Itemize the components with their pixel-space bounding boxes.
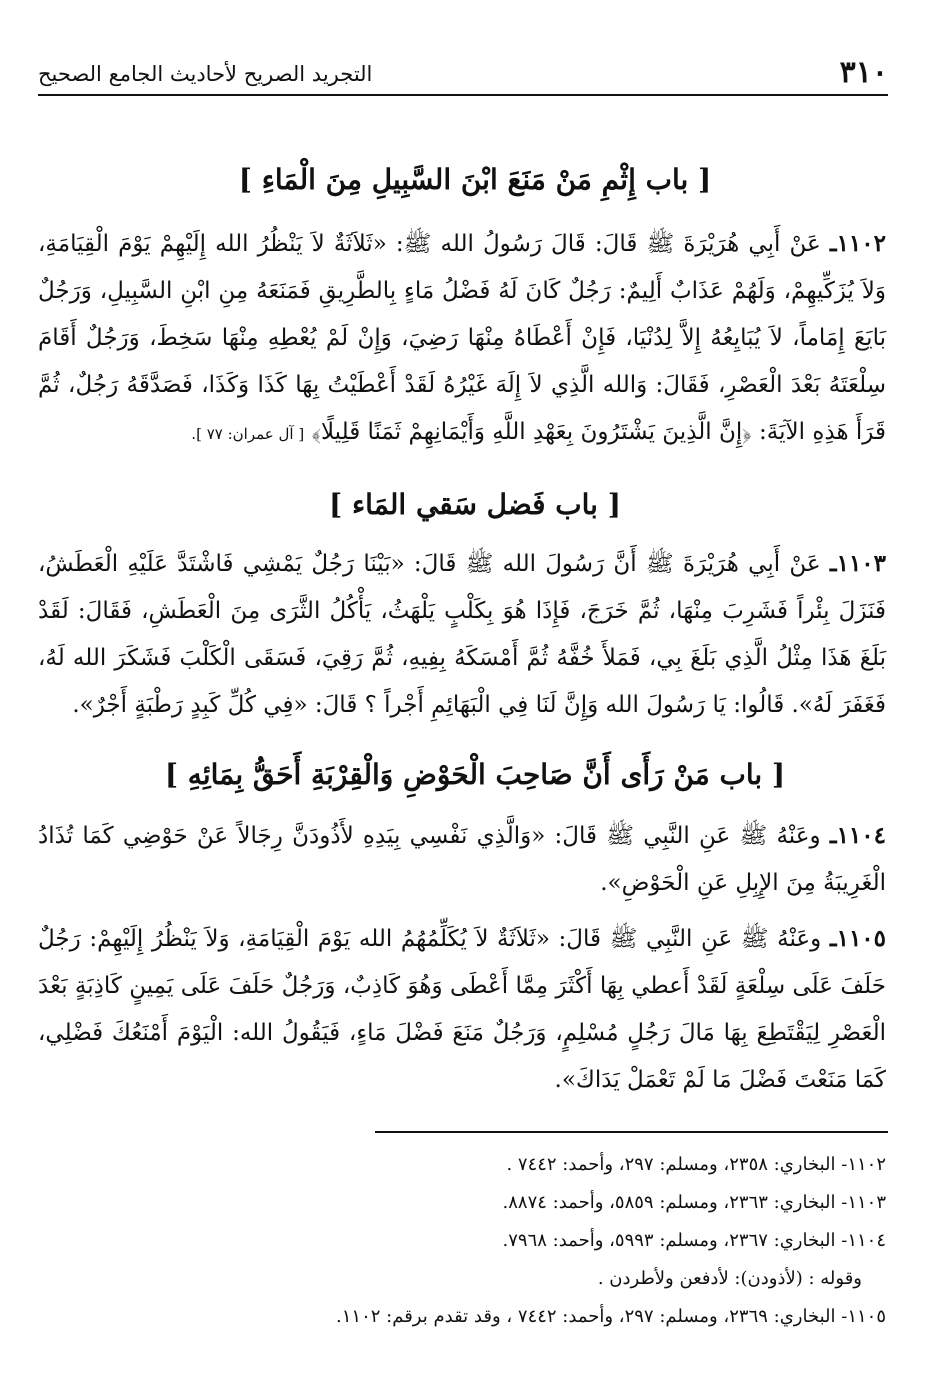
hadith-text: عَنْ أَبِي هُرَيْرَةَ ﷺ أَنَّ رَسُولَ الله ﷺ قَالَ: «بَيْنَا رَجُلٌ يَمْشِي فَاشْتَدَّ عَلَيْهِ الْعَطَشُ، فَنَزَلَ بِئْراً فَشَرِبَ مِنْهَا، ثُمَّ خَرَجَ، فَإِذَا هُوَ بِكَلْبٍ يَلْهَثُ، يَأْكُلُ الثَّرَى مِنَ الْعَطَشِ، فَقَالَ: لَقَدْ بَلَغَ هَذَا مِثْلُ الَّذِي بَلَغَ بِي، فَمَلأَ خُفَّهُ ثُمَّ أَمْسَكَهُ بِفِيهِ، ثُمَّ رَقِيَ، فَسَقَى الْكَلْبَ فَشَكَرَ الله لَهُ، فَغَفَرَ لَهُ». قَالُوا: يَا رَسُولَ الله وَإِنَّ لَنَا فِي الْبَهَائِمِ أَجْراً ؟ قَالَ: «فِي كُلِّ كَبِدٍ رَطْبَةٍ أَجْرٌ». bbox=[38, 551, 886, 718]
footnote-gloss: وقوله : (لأذودن): لأدفعن ولأطردن . bbox=[597, 1268, 862, 1289]
hadith-number: ١١٠٥ـ bbox=[829, 925, 887, 952]
hadith-number: ١١٠٣ـ bbox=[829, 550, 887, 577]
footnote: ١١٠٤- البخاري: ٢٣٦٧، ومسلم: ٥٩٩٣، وأحمد: ٧٩٦٨. bbox=[502, 1230, 886, 1251]
verse-reference: [ آل عمران: ٧٧ ]. bbox=[191, 425, 305, 443]
chapter-heading: [ باب فَضل سَقي المَاء ] bbox=[329, 488, 621, 521]
page-header bbox=[38, 50, 888, 96]
running-title: التجريد الصريح لأحاديث الجامع الصحيح bbox=[38, 62, 373, 86]
hadith-text: عَنْ أَبِي هُرَيْرَةَ ﷺ قَالَ: قَالَ رَسُولُ الله ﷺ: «ثَلاَثَةٌ لاَ يَنْظُرُ الله إِلَيْهِمْ يَوْمَ الْقِيَامَةِ، وَلاَ يُزَكِّيهِمْ، وَلَهُمْ عَذَابٌ أَلِيمٌ: رَجُلٌ كَانَ لَهُ فَضْلُ مَاءٍ بِالطَّرِيقِ فَمَنَعَهُ مِنِ ابْنِ السَّبِيلِ، وَرَجُلٌ بَايَعَ إِمَاماً، لاَ يُبَايِعُهُ إِلاَّ لِدُنْيَا، فَإِنْ أَعْطَاهُ مِنْهَا رَضِيَ، وَإِنْ لَمْ يُعْطِهِ مِنْهَا سَخِطَ، وَرَجُلٌ أَقَامَ سِلْعَتَهُ بَعْدَ الْعَصْرِ، فَقَالَ: وَالله الَّذِي لاَ إِلَهَ غَيْرُهُ لَقَدْ أَعْطَيْتُ بِهَا كَذَا وَكَذَا، فَصَدَّقَهُ رَجُلٌ، ثُمَّ قَرَأَ هَذِهِ الآيَةَ: bbox=[38, 231, 886, 445]
hadith-number: ١١٠٤ـ bbox=[829, 822, 886, 849]
hadith-text: وعَنْهُ ﷺ عَنِ النَّبِي ﷺ قَالَ: «ثَلاَثَةٌ لاَ يُكَلِّمُهُمُ الله يَوْمَ الْقِيَامَةِ، وَلاَ يَنْظُرُ إِلَيْهِمْ: رَجُلٌ حَلَفَ عَلَى سِلْعَةٍ لَقَدْ أَعطي بِهَا أَكْثَرَ مِمَّا أَعْطَى وَهُوَ كَاذِبٌ، وَرَجُلٌ حَلَفَ عَلَى يَمِينٍ كَاذِبَةٍ بَعْدَ الْعَصْرِ لِيَقْتَطِعَ بِهَا مَالَ رَجُلٍ مُسْلِمٍ، وَرَجُلٌ مَنَعَ فَضْلَ مَاءٍ، فَيَقُولُ الله: الْيَوْمَ أَمْنَعُكَ فَضْلِي، كَمَا مَنَعْتَ فَضْلَ مَا لَمْ تَعْمَلْ يَدَاكَ». bbox=[38, 926, 886, 1093]
quran-verse: ﴿إِنَّ الَّذِينَ يَشْتَرُونَ بِعَهْدِ اللَّهِ وَأَيْمَانِهِمْ ثَمَنًا قَلِيلًا﴾ bbox=[311, 419, 752, 445]
hadith-1104 bbox=[38, 812, 886, 907]
hadith-text: وعَنْهُ ﷺ عَنِ النَّبِي ﷺ قَالَ: «وَالَّذِي نَفْسِي بِيَدِهِ لأَذُودَنَّ رِجَالاً عَنْ حَوْضِي كَمَا تُذَادُ الْغَرِيبَةُ مِنَ الإِبِلِ عَنِ الْحَوْضِ». bbox=[38, 823, 886, 896]
footnote-divider bbox=[375, 1131, 888, 1133]
footnote: ١١٠٥- البخاري: ٢٣٦٩، ومسلم: ٢٩٧، وأحمد: ٧٤٤٢ ، وقد تقدم برقم: ١١٠٢. bbox=[336, 1306, 886, 1327]
hadith-1102 bbox=[38, 220, 886, 458]
hadith-1105 bbox=[38, 915, 886, 1104]
footnote: ١١٠٣- البخاري: ٢٣٦٣، ومسلم: ٥٨٥٩، وأحمد: ٨٨٧٤. bbox=[502, 1192, 886, 1213]
footnote: ١١٠٢- البخاري: ٢٣٥٨، ومسلم: ٢٩٧، وأحمد: ٧٤٤٢ . bbox=[506, 1154, 886, 1175]
hadith-number: ١١٠٢ـ bbox=[829, 230, 886, 257]
page-number: ٣١٠ bbox=[839, 55, 888, 90]
hadith-1103 bbox=[38, 540, 886, 729]
chapter-heading: [ باب مَنْ رَأَى أَنَّ صَاحِبَ الْحَوْضِ وَالْقِرْبَةِ أَحَقُّ بِمَائِهِ ] bbox=[164, 758, 786, 791]
chapter-heading: [ باب إِثْمِ مَنْ مَنَعَ ابْنَ السَّبِيلِ مِنَ الْمَاءِ ] bbox=[238, 163, 712, 196]
footnotes bbox=[38, 1146, 886, 1336]
